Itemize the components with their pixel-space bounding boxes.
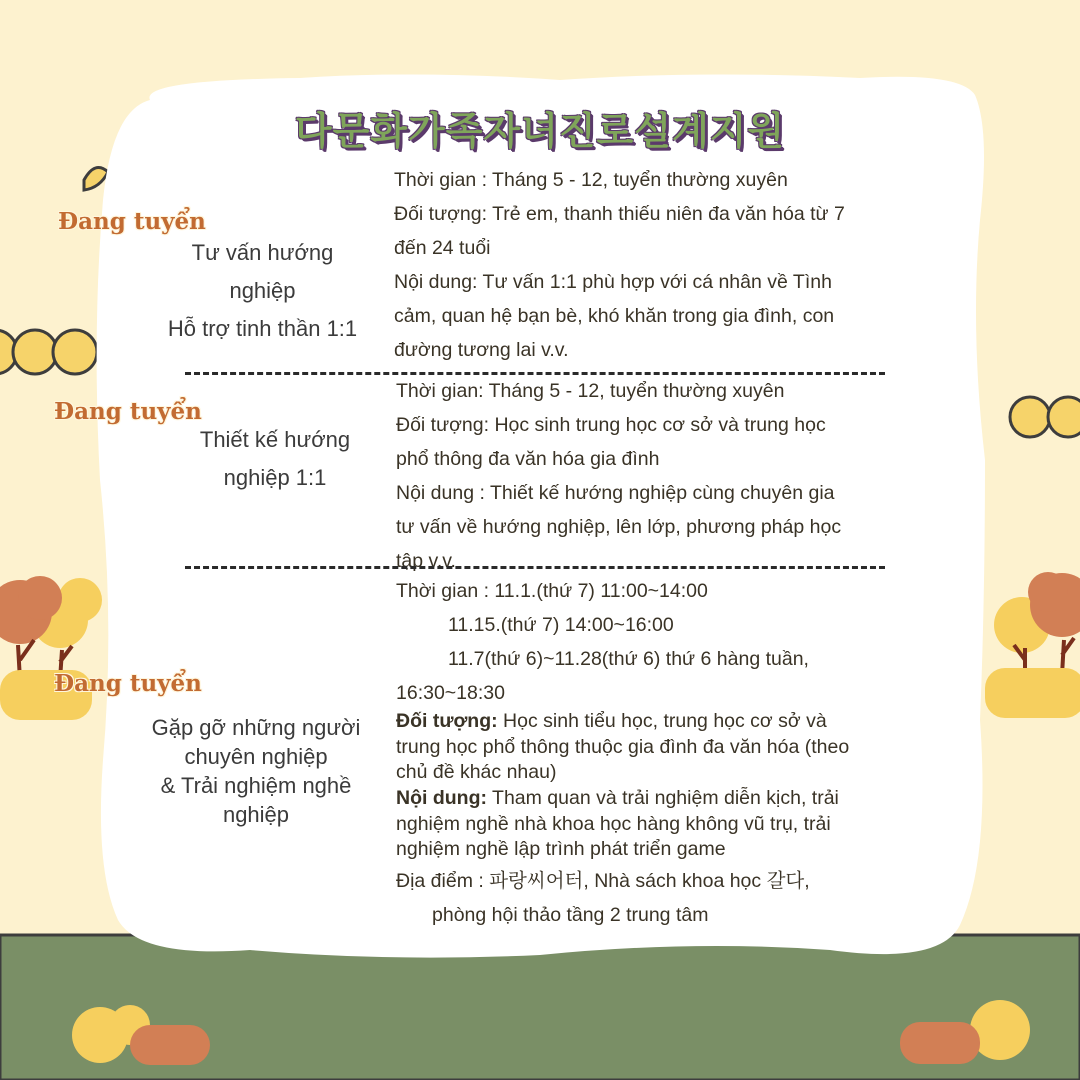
right-trees-icon [985,572,1080,718]
content-label: Nội dung: [396,787,487,809]
detail-line: Nội dung: Tư vấn 1:1 phù hợp với cá nhân về Tình [394,271,832,293]
detail-line: Thời gian : 11.1.(thứ 7) 11:00~14:00 [396,580,708,602]
detail-line: Địa điểm : 파랑씨어터, Nhà sách khoa học 갈다, [396,870,810,892]
detail-line: trung học phổ thông thuộc gia đình đa văn hóa (theo [396,735,850,758]
detail-line: 11.7(thứ 6)~11.28(thứ 6) thứ 6 hàng tuần, [448,648,809,670]
program-name [160,421,390,497]
program-place [396,864,810,932]
program-name [136,713,376,829]
detail-line: Đối tượng: Học sinh trung học cơ sở và trung học [396,414,826,436]
status-badge: Đang tuyển [54,398,202,425]
program-content [396,786,839,863]
detail-line: chủ đề khác nhau) [396,761,557,783]
left-cloud-border [0,330,97,374]
detail-line: phòng hội thảo tầng 2 trung tâm [432,904,709,926]
program-name-line: & Trải nghiệm nghề [160,773,352,798]
detail-line: phổ thông đa văn hóa gia đình [396,448,660,470]
section-divider [185,566,885,569]
page-title: 다문화가족자녀진로설계지원 [294,109,786,153]
program-target [396,709,849,786]
detail-line: Thời gian: Tháng 5 - 12, tuyển thường xuyên [396,380,785,402]
program-name-line: nghiệp [222,802,290,827]
program-details [396,374,841,578]
detail-line: tư vấn về hướng nghiệp, lên lớp, phương pháp học [396,516,842,538]
detail-line: đến 24 tuổi [394,237,491,259]
status-badge: Đang tuyển [54,670,202,697]
detail-line: Nội dung : Thiết kế hướng nghiệp cùng chuyên gia [396,482,835,504]
program-name-line: Tư vấn hướng [191,240,334,265]
detail-line: Thời gian : Tháng 5 - 12, tuyển thường xuyên [394,169,788,191]
left-small-leaf [84,168,108,191]
program-name-line: chuyên nghiệp [184,744,328,769]
detail-line: cảm, quan hệ bạn bè, khó khăn trong gia đình, con [394,305,835,327]
program-name [150,234,375,348]
program-details [394,163,845,367]
program-name-line: Thiết kế hướng [199,427,351,452]
status-badge: Đang tuyển [58,208,206,235]
detail-line: nghiệm nghề lập trình phát triển game [396,838,726,860]
right-cloud [1010,397,1080,437]
program-name-line: Hỗ trợ tinh thần 1:1 [167,316,358,341]
detail-line: Học sinh tiểu học, trung học cơ sở và [497,710,827,732]
program-name-line: Gặp gỡ những người [151,715,361,740]
detail-line: tập v.v. [396,550,456,572]
detail-line: nghiệm nghề nhà khoa học hàng không vũ trụ, trải [396,812,831,835]
detail-line: đường tương lai v.v. [394,339,569,361]
target-label: Đối tượng: [396,710,498,732]
detail-line: 11.15.(thứ 7) 14:00~16:00 [448,614,674,636]
program-name-line: nghiệp [229,278,296,303]
program-name-line: nghiệp 1:1 [223,465,327,490]
detail-line: 16:30~18:30 [396,682,505,704]
program-time [396,574,809,710]
left-trees-icon [0,576,102,720]
detail-line: Tham quan và trải nghiệm diễn kịch, trải [486,787,839,809]
detail-line: Đối tượng: Trẻ em, thanh thiếu niên đa văn hóa từ 7 [394,203,845,225]
